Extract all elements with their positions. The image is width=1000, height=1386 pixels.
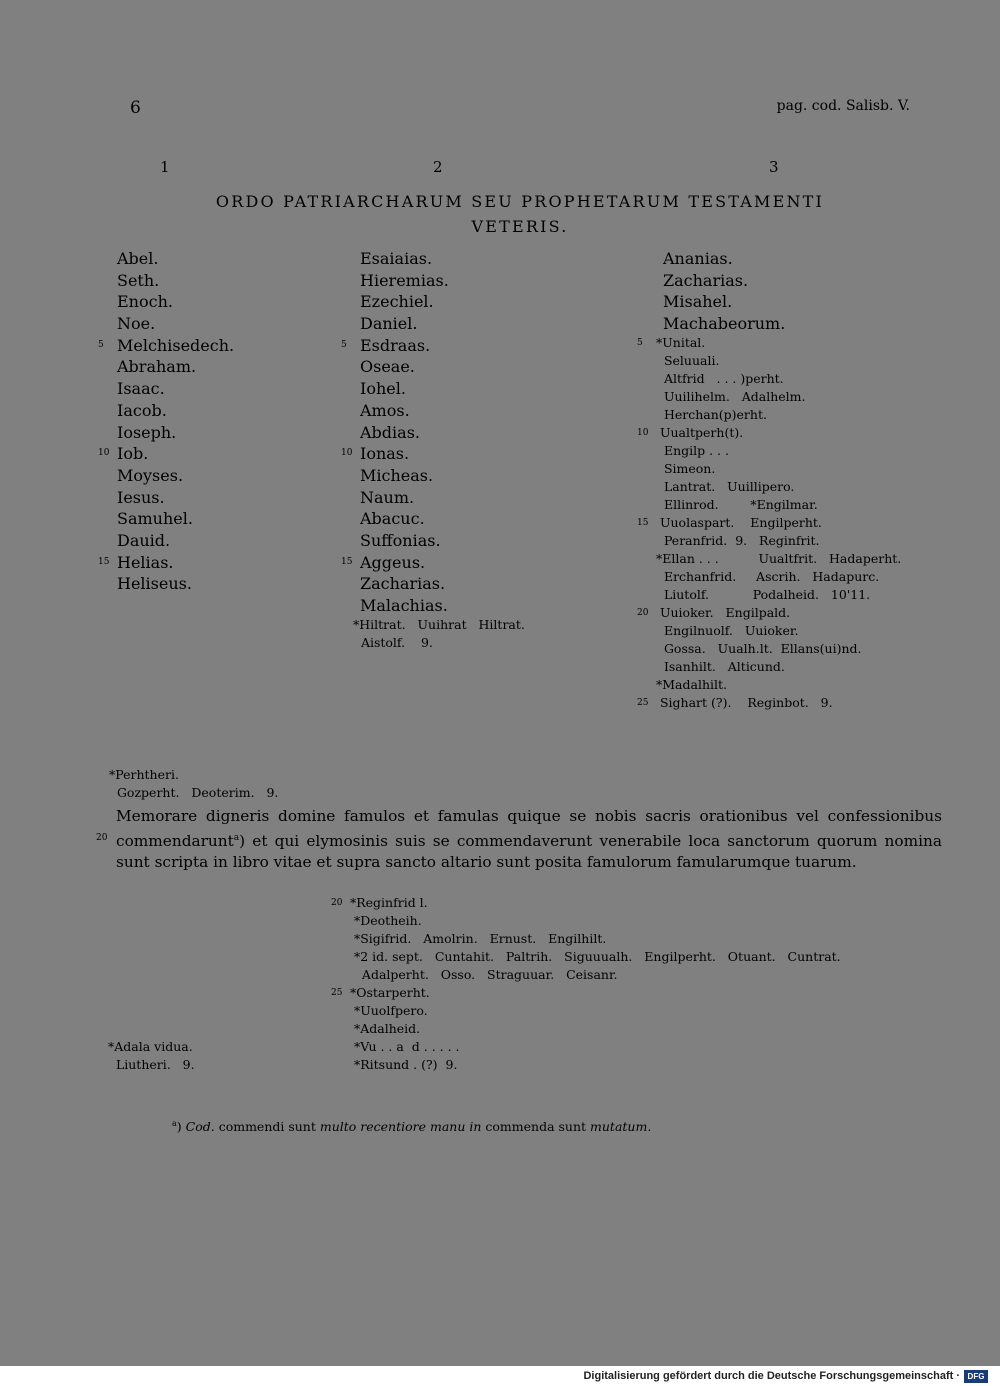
entry-text: Uuioker. Engilpald.	[656, 605, 791, 620]
line-number: 15	[341, 556, 353, 567]
entry-text: Simeon.	[656, 461, 716, 476]
entry-text: *Ostarperht.	[350, 985, 430, 1000]
list-item	[117, 248, 234, 270]
list-item	[350, 966, 841, 984]
footnote-part-5: mutatum.	[590, 1119, 652, 1135]
footnote-mark: a	[172, 1119, 177, 1128]
list-item	[663, 313, 785, 335]
left-small-entries-1	[109, 766, 278, 802]
list-item	[117, 422, 234, 444]
list-item	[360, 356, 449, 378]
entry-text: Helias.	[117, 552, 174, 572]
entry-text: Aistolf. 9.	[353, 635, 433, 650]
entry-text: Abdias.	[360, 422, 420, 442]
list-item	[117, 313, 234, 335]
entry-text: *Adala vidua.	[108, 1039, 193, 1054]
entry-text: *Perhtheri.	[109, 767, 179, 782]
list-item	[360, 422, 449, 444]
entry-text: Amos.	[360, 400, 410, 420]
entry-text: Isanhilt. Alticund.	[656, 659, 785, 674]
list-item	[360, 465, 449, 487]
entry-text: Noe.	[117, 314, 156, 334]
entry-text: Oseae.	[360, 357, 415, 377]
entry-text: Lantrat. Uuillipero.	[656, 479, 795, 494]
entry-text: Gossa. Uualh.lt. Ellans(ui)nd.	[656, 641, 862, 656]
list-item	[656, 460, 901, 478]
entry-text: Liutheri. 9.	[108, 1057, 195, 1072]
list-item	[98, 552, 234, 574]
list-item	[656, 478, 901, 496]
list-item	[117, 508, 234, 530]
entry-text: Seluuali.	[656, 353, 720, 368]
paragraph-line-number: 20	[96, 833, 108, 843]
list-item	[656, 370, 901, 388]
list-item	[350, 948, 841, 966]
entry-text: Engilp . . .	[656, 443, 729, 458]
line-number: 15	[98, 556, 110, 567]
list-item	[109, 766, 278, 784]
line-number: 5	[341, 339, 347, 350]
list-item	[656, 550, 901, 568]
list-item	[117, 400, 234, 422]
prayer-paragraph	[116, 806, 942, 874]
list-item	[656, 640, 901, 658]
list-item	[360, 573, 449, 595]
entry-text: Adalperht. Osso. Straguuar. Ceisanr.	[350, 967, 618, 982]
list-item	[341, 443, 449, 465]
entry-text: Ezechiel.	[360, 292, 434, 312]
list-item	[360, 508, 449, 530]
running-head: pag. cod. Salisb. V.	[776, 98, 910, 114]
entry-text: Aggeus.	[360, 552, 426, 572]
entry-text: Sighart (?). Reginbot. 9.	[656, 695, 833, 710]
paragraph-line-3: sunt scripta in libro vitae et supra sancto altario sunt posita famulorum famularumque tuarum.	[116, 853, 857, 872]
list-item	[663, 291, 785, 313]
entry-text: Iacob.	[117, 400, 167, 420]
entry-text: Iob.	[117, 444, 149, 464]
list-item	[360, 530, 449, 552]
list-item	[360, 248, 449, 270]
entry-text: Altfrid . . . )perht.	[656, 371, 784, 386]
list-item	[663, 248, 785, 270]
list-item	[656, 496, 901, 514]
line-number: 5	[98, 339, 104, 350]
line-number: 25	[331, 988, 343, 998]
list-item	[117, 356, 234, 378]
entry-text: Esdraas.	[360, 335, 431, 355]
entry-text: Suffonias.	[360, 530, 441, 550]
list-item	[353, 616, 525, 634]
footnote-part-2: commendi sunt	[214, 1119, 320, 1135]
entry-text: Melchisedech.	[117, 335, 235, 355]
entry-text: *Vu . . a d . . . . .	[350, 1039, 460, 1054]
column-3-small-entries	[637, 334, 902, 712]
entry-text: *Adalheid.	[350, 1021, 421, 1036]
document-title-line-2: VETERIS.	[471, 217, 569, 236]
list-item	[656, 568, 901, 586]
entry-text: *Sigifrid. Amolrin. Ernust. Engilhilt.	[350, 931, 607, 946]
footnote-part-4: commenda sunt	[481, 1119, 591, 1135]
list-item	[117, 270, 234, 292]
page-number: 6	[130, 98, 141, 118]
list-item	[350, 1038, 841, 1056]
entry-text: Daniel.	[360, 314, 418, 334]
list-item	[360, 595, 449, 617]
entry-text: Ellinrod. *Engilmar.	[656, 497, 818, 512]
column-2-small-entries	[353, 616, 525, 652]
list-item	[360, 291, 449, 313]
entry-text: *Ritsund . (?) 9.	[350, 1057, 458, 1072]
entry-text: Peranfrid. 9. Reginfrit.	[656, 533, 820, 548]
list-item	[350, 930, 841, 948]
entry-text: Zacharias.	[663, 270, 749, 290]
list-item	[350, 1020, 841, 1038]
footnote: $^a$) Cod. commendi sunt multo recentiore manu in commenda sunt mutatum.	[172, 1119, 652, 1135]
entry-text: Ioseph.	[117, 422, 177, 442]
column-number-1: 1	[160, 158, 170, 176]
line-number: 10	[637, 428, 649, 438]
entry-text: Uualtperh(t).	[656, 425, 744, 440]
list-item	[637, 424, 901, 442]
entry-text: *2 id. sept. Cuntahit. Paltrih. Siguuualh. Engilperht. Otuant. Cuntrat.	[350, 949, 841, 964]
entry-text: Machabeorum.	[663, 314, 786, 334]
entry-text: Isaac.	[117, 379, 165, 399]
entry-text: Seth.	[117, 270, 160, 290]
list-item	[656, 658, 901, 676]
entry-text: *Madalhilt.	[656, 677, 727, 692]
list-item	[353, 634, 525, 652]
entry-text: Iesus.	[117, 487, 165, 507]
entry-text: Malachias.	[360, 596, 448, 615]
list-item	[656, 586, 901, 604]
list-item	[360, 313, 449, 335]
entry-text: Micheas.	[360, 465, 434, 485]
entry-text: *Reginfrid l.	[350, 895, 428, 910]
list-item	[117, 530, 234, 552]
column-3-list	[663, 248, 785, 335]
column-2-list	[341, 248, 449, 617]
list-item	[98, 443, 234, 465]
list-item	[637, 514, 901, 532]
line-number: 20	[637, 608, 649, 618]
list-item	[350, 912, 841, 930]
list-item	[117, 487, 234, 509]
list-item	[117, 378, 234, 400]
entry-text: Dauid.	[117, 530, 171, 550]
list-item	[656, 532, 901, 550]
list-item	[656, 676, 901, 694]
list-item	[656, 388, 901, 406]
list-item	[331, 984, 841, 1002]
column-1-list	[98, 248, 235, 595]
footer-credit: Digitalisierung gefördert durch die Deutsche Forschungsgemeinschaft ·	[583, 1370, 960, 1382]
entry-text: *Uuolfpero.	[350, 1003, 428, 1018]
entry-text: Uuilihelm. Adalhelm.	[656, 389, 806, 404]
middle-small-entries	[331, 894, 841, 1074]
entry-text: Liutolf. Podalheid. 10'11.	[656, 587, 871, 602]
document-title-line-1: ORDO PATRIARCHARUM SEU PROPHETARUM TESTAMENTI	[215, 192, 825, 211]
list-item	[341, 335, 449, 357]
list-item	[637, 604, 901, 622]
list-item	[108, 1056, 195, 1074]
line-number: 15	[637, 518, 649, 528]
entry-text: Abel.	[117, 249, 159, 268]
list-item	[331, 894, 841, 912]
entry-text: Misahel.	[663, 292, 733, 312]
entry-text: Enoch.	[117, 292, 173, 312]
list-item	[108, 1038, 195, 1056]
list-item	[117, 291, 234, 313]
footnote-reference: a	[233, 832, 240, 843]
entry-text: *Deotheih.	[350, 913, 422, 928]
entry-text: Naum.	[360, 487, 415, 507]
list-item	[656, 622, 901, 640]
entry-text: Engilnuolf. Uuioker.	[656, 623, 799, 638]
entry-text: Erchanfrid. Ascrih. Hadapurc.	[656, 569, 880, 584]
list-item	[637, 694, 901, 712]
left-small-entries-2	[108, 1038, 195, 1074]
entry-text: Esaiaias.	[360, 249, 433, 268]
list-item	[360, 270, 449, 292]
entry-text: Heliseus.	[117, 574, 192, 594]
dfg-logo: DFG	[964, 1370, 988, 1383]
entry-text: *Hiltrat. Uuihrat Hiltrat.	[353, 617, 525, 632]
entry-text: Iohel.	[360, 379, 406, 399]
list-item	[637, 334, 901, 352]
list-item	[117, 465, 234, 487]
line-number: 25	[637, 698, 649, 708]
column-number-2: 2	[433, 158, 443, 176]
entry-text: Gozperht. Deoterim. 9.	[109, 785, 279, 800]
entry-text: *Unital.	[656, 335, 706, 350]
entry-text: Zacharias.	[360, 574, 446, 594]
list-item	[663, 270, 785, 292]
entry-text: *Ellan . . . Uualtfrit. Hadaperht.	[656, 551, 902, 566]
list-item	[656, 406, 901, 424]
entry-text: Uuolaspart. Engilperht.	[656, 515, 822, 530]
entry-text: Moyses.	[117, 465, 184, 485]
list-item	[656, 352, 901, 370]
paragraph-line-1: Memorare digneris domine famulos et famulas quique se nobis sacris orationibus vel confessionibus	[116, 807, 942, 825]
paragraph-line-2-start: commendarunt	[116, 831, 234, 850]
list-item	[350, 1056, 841, 1074]
footnote-part-3: multo recentiore manu in	[319, 1119, 482, 1135]
list-item	[360, 378, 449, 400]
line-number: 10	[98, 448, 110, 459]
line-number: 20	[331, 898, 343, 908]
entry-text: Herchan(p)erht.	[656, 407, 767, 422]
list-item	[341, 552, 449, 574]
entry-text: Ananias.	[663, 249, 733, 268]
line-number: 5	[637, 338, 643, 348]
entry-text: Samuhel.	[117, 509, 193, 529]
line-number: 10	[341, 448, 353, 459]
list-item	[360, 400, 449, 422]
list-item	[98, 335, 235, 357]
list-item	[350, 1002, 841, 1020]
list-item	[656, 442, 901, 460]
entry-text: Abraham.	[117, 357, 197, 377]
entry-text: Hieremias.	[360, 270, 449, 290]
entry-text: Ionas.	[360, 444, 410, 464]
list-item	[360, 487, 449, 509]
footnote-part-1: Cod.	[185, 1119, 215, 1135]
list-item	[117, 573, 234, 595]
paragraph-line-2-end: ) et qui elymosinis suis se commendaverunt venerabile loca sanctorum quorum nomina	[239, 831, 942, 850]
column-number-3: 3	[769, 158, 779, 176]
list-item	[109, 784, 278, 802]
paragraph-line-2	[116, 828, 942, 853]
entry-text: Abacuc.	[360, 509, 425, 529]
